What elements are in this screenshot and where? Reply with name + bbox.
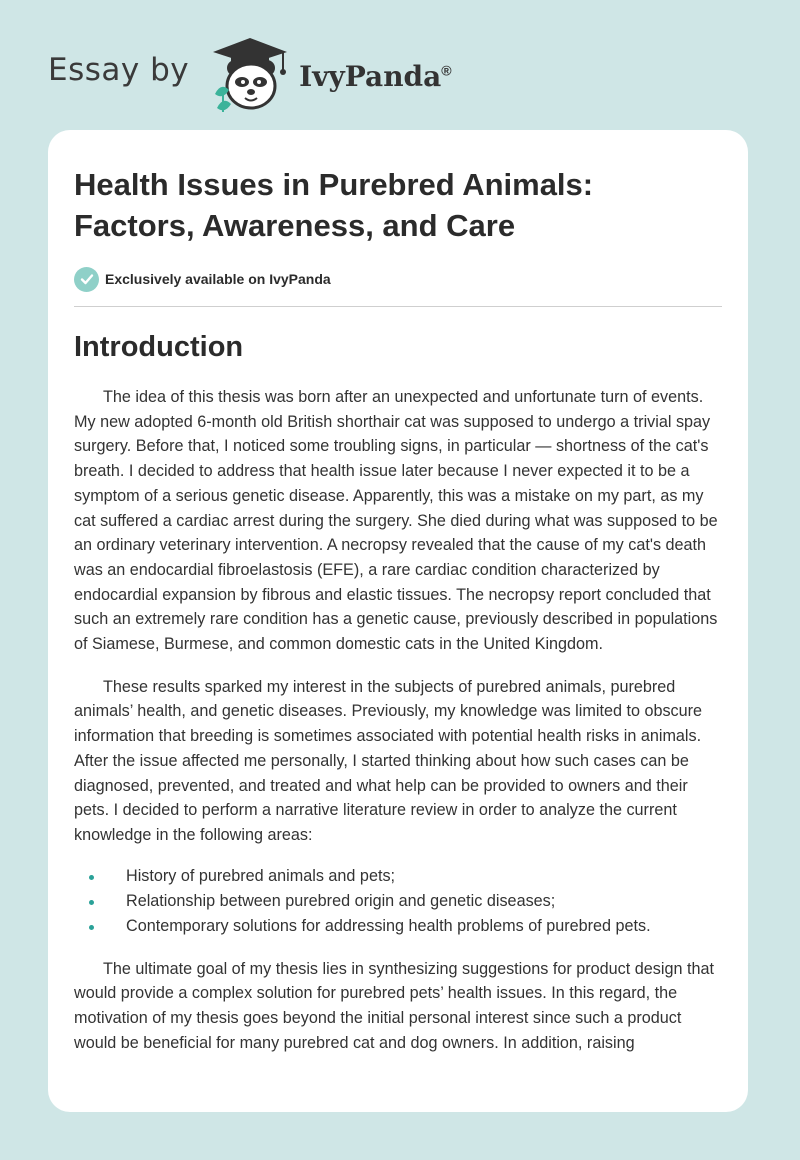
bullet-icon (89, 875, 94, 880)
list-item (74, 914, 722, 939)
section-heading: Introduction (74, 331, 244, 363)
bullet-list (74, 864, 722, 939)
site-header (48, 34, 548, 114)
bullet-icon (89, 900, 94, 905)
check-icon (74, 267, 99, 292)
paragraph: These results sparked my interest in the subjects of purebred animals, purebred animals’ health, and genetic diseases. Previously, my knowledge was limited to obscure information that breeding is sometimes associated with potential health risks in animals. After the issue affected me personally, I started thinking about how such cases can be diagnosed, prevented, and treated and what help can be provided to owners and their pets. I decided to perform a narrative literature review in order to analyze the current knowledge in the following areas: (74, 677, 703, 844)
divider (74, 306, 722, 307)
exclusive-badge (74, 266, 722, 292)
paragraph: The idea of this thesis was born after an unexpected and unfortunate turn of events. My new adopted 6-month old British shorthair cat was supposed to undergo a trivial spay surgery. Before that, I noticed some troubling signs, in particular — shortness of the cat's breath. I decided to address that health issue later because I never expected it to be a symptom of a serious genetic disease. Apparently, this was a mistake on my part, as my cat suffered a cardiac arrest during the surgery. She died during what was supposed to be an ordinary veterinary intervention. A necropsy revealed that the cause of my cat's death was an endocardial fibroelastosis (EFE), a rare cardiac condition characterized by endocardial expansion by fibrous and elastic tissues. The necropsy report concluded that such an extremely rare condition has a genetic cause, previously described in populations of Siamese, Burmese, and common domestic cats in the United Kingdom. (74, 388, 718, 654)
bullet-icon (89, 925, 94, 930)
brand-name-text: IvyPanda (299, 59, 442, 93)
badge-text: Exclusively available on IvyPanda (105, 271, 331, 287)
list-item-text: Relationship between purebred origin and genetic diseases; (126, 891, 556, 910)
list-item-text: History of purebred animals and pets; (126, 866, 396, 885)
registered-mark: ® (441, 62, 452, 79)
essay-by-label: Essay by (48, 52, 190, 88)
page-title: Health Issues in Purebred Animals: Factors, Awareness, and Care (74, 167, 594, 243)
list-item (74, 864, 722, 889)
panda-graduate-icon[interactable] (207, 34, 293, 114)
list-item (74, 889, 722, 914)
list-item-text: Contemporary solutions for addressing health problems of purebred pets. (126, 916, 651, 935)
paragraph: The ultimate goal of my thesis lies in synthesizing suggestions for product design that would provide a complex solution for purebred pets’ health issues. In this regard, the motivation of my thesis goes beyond the initial personal interest since such a product would be beneficial for many purebred cat and dog owners. In addition, raising (74, 959, 714, 1052)
essay-card (48, 130, 748, 1112)
brand-name[interactable] (299, 60, 452, 93)
